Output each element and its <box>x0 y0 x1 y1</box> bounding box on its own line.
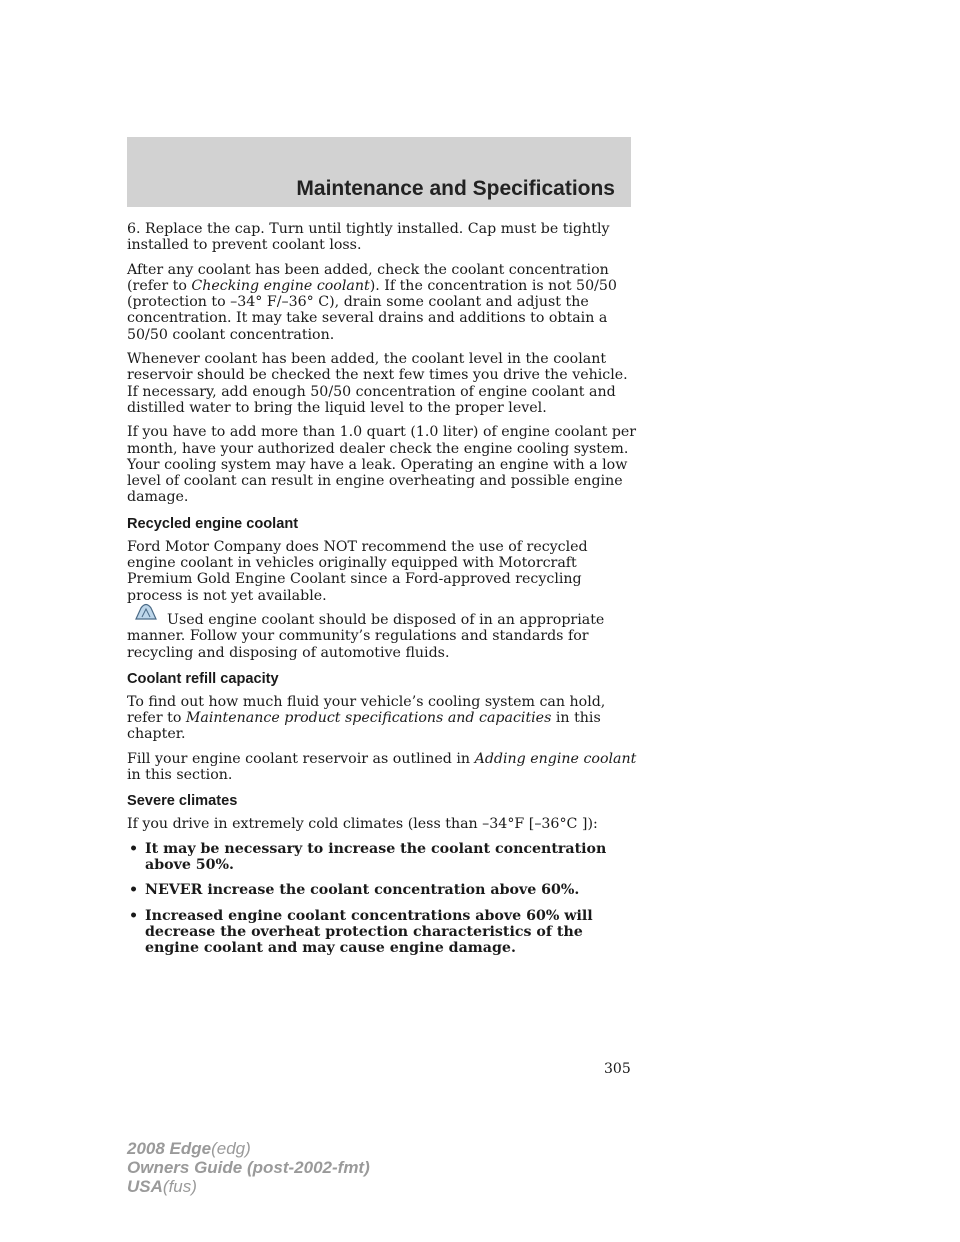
footer-line-2: Owners Guide (post-2002-fmt) <box>127 1158 370 1177</box>
footer <box>127 1139 370 1196</box>
section-title: Maintenance and Specifications <box>296 177 615 200</box>
refill-heading: Coolant refill capacity <box>127 670 279 687</box>
leak-paragraph: If you have to add more than 1.0 quart (1.0 liter) of engine coolant per month, have your authorized dealer check the engine cooling system. Your cooling system may have a leak. Operating an engine with a low level of coolant can result in engine overheating and possible engine damage. <box>127 424 637 506</box>
reservoir-paragraph: Whenever coolant has been added, the coolant level in the coolant reservoir should be checked the next few times you drive the vehicle. If necessary, add enough 50/50 concentration of engine coolant and distilled water to bring the liquid level to the proper level. <box>127 351 628 416</box>
page-number: 305 <box>604 1061 631 1077</box>
concentration-paragraph: After any coolant has been added, check the coolant concentration (refer to Checking engine coolant). If the concentration is not 50/50 (protection to –34° F/–36° C), drain some coolant and adjust the concentration. It may take several drains and additions to obtain a 50/50 coolant concentration. <box>127 261 617 343</box>
step-6-paragraph: 6. Replace the cap. Turn until tightly installed. Cap must be tightly installed to prevent coolant loss. <box>127 221 610 254</box>
ref-checking-engine-coolant: Checking engine coolant <box>191 277 370 294</box>
severe-bullet-list <box>127 841 637 957</box>
ref-capacities: Maintenance product specifications and capacities <box>185 710 552 727</box>
refill-paragraph: To find out how much fluid your vehicle’s cooling system can hold, refer to Maintenance product specifications and capacities in this chapter. <box>127 693 606 743</box>
severe-intro: If you drive in extremely cold climates (less than –34°F [–36°C ]): <box>127 816 598 833</box>
footer-line-3: USA(fus) <box>127 1177 197 1196</box>
section-header-band <box>127 137 631 207</box>
recycle-note: Used engine coolant should be disposed of in an appropriate manner. Follow your community’s regulations and standards for recycling and disposing of automotive fluids. <box>127 612 637 661</box>
list-item: • It may be necessary to increase the coolant concentration above 50%. <box>129 840 607 873</box>
recycle-icon <box>133 600 159 622</box>
page-content <box>127 221 637 965</box>
ref-adding-engine-coolant: Adding engine coolant <box>474 750 637 767</box>
recycled-paragraph: Ford Motor Company does NOT recommend the use of recycled engine coolant in vehicles originally equipped with Motorcraft Premium Gold Engine Coolant since a Ford-approved recycling process is not yet available. <box>127 538 588 604</box>
severe-heading: Severe climates <box>127 793 238 810</box>
footer-line-1: 2008 Edge(edg) <box>127 1139 251 1158</box>
recycled-heading: Recycled engine coolant <box>127 515 299 532</box>
list-item: • NEVER increase the coolant concentration above 60%. <box>129 882 580 899</box>
list-item: • Increased engine coolant concentrations above 60% will decrease the overheat protection characteristics of the engine coolant and may cause engine damage. <box>129 907 593 957</box>
fill-paragraph: Fill your engine coolant reservoir as outlined in Adding engine coolant in this section. <box>127 750 637 784</box>
